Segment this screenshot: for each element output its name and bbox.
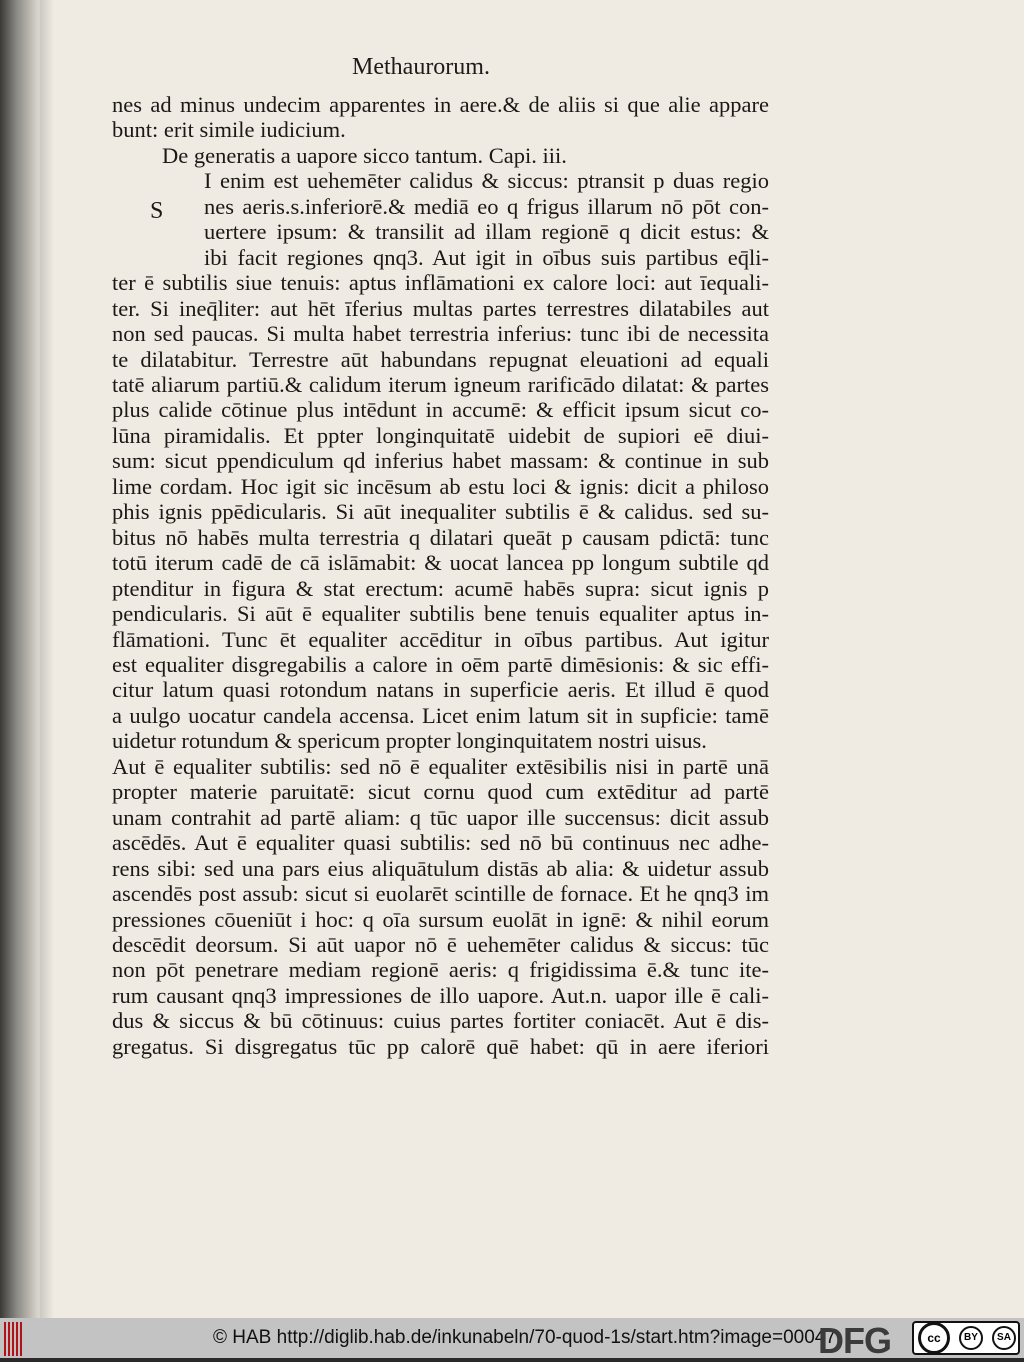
text-line: propter materie paruitatē: sicut cornu quod cum extēditur ad partē <box>112 779 769 805</box>
text-line: unam contrahit ad partē aliam: q tūc uapor ille succensus: dicit assub <box>112 804 769 830</box>
text-line: I enim est uehemēter calidus & siccus: ptransit p duas regio <box>204 168 769 194</box>
text-line: ter ē subtilis siue tenuis: aptus inflāmationi ex calore loci: aut īequali- <box>112 270 769 296</box>
text-line: dus & siccus & bū cōtinuus: cuius partes fortiter coniacēt. Aut ē dis- <box>112 1008 769 1034</box>
text-line: lūna piramidalis. Et ppter longinquitatē uidebit de supiori eē diui- <box>112 422 769 448</box>
text-line: non pōt penetrare mediam regionē aeris: q frigidissima ē.& tunc ite- <box>112 957 769 983</box>
text-line: ascendēs post assub: sicut si euolarēt scintille de fornace. Et he qnq3 im <box>112 881 769 907</box>
text-line: a uulgo uocatur candela accensa. Licet enim latum sit in supficie: tamē <box>112 702 769 728</box>
text-line: flāmationi. Tunc ēt equaliter accēditur in oībus partibus. Aut igitur <box>112 626 769 652</box>
text-line: ter. Si ineq̄liter: aut hēt īferius multas partes terrestres dilatabiles aut <box>112 295 769 321</box>
text-line: nes ad minus undecim apparentes in aere.& de aliis si que alie appare <box>112 92 769 117</box>
book-binding-edge <box>0 0 42 1318</box>
text-line: phis ignis ppēdicularis. Si aūt inequaliter subtilis ē & calidus. sed su- <box>112 499 769 525</box>
text-line: totū iterum cadē de cā islāmabit: & uocat lancea pp longum subtile qd <box>112 550 769 576</box>
text-line: pendicularis. Si aūt ē equaliter subtilis bene tenuis equaliter aptus in- <box>112 601 769 627</box>
text-line: gregatus. Si disgregatus tūc pp calorē quē habet: qū in aere iferiori <box>112 1033 769 1059</box>
dfg-logo[interactable]: DFG <box>818 1320 891 1361</box>
text-line: ibi facit regiones qnq3. Aut igit in oībus suis partibus eq̄li- <box>204 244 769 270</box>
cc-icon: cc <box>918 1322 950 1354</box>
page-gutter-shadow <box>40 0 54 1318</box>
body-text <box>112 92 769 1059</box>
text-line: descēdit deorsum. Si aūt uapor nō ē uehemēter calidus & siccus: tūc <box>112 931 769 957</box>
text-line: sum: sicut ppendiculum qd inferius habet massam: & continue in sub <box>112 448 769 474</box>
by-icon: BY <box>959 1326 983 1350</box>
cc-license-badge[interactable] <box>912 1321 1020 1355</box>
text-line: ascēdēs. Aut ē equaliter quasi subtilis: sed nō bū continuus nec adhe- <box>112 830 769 856</box>
text-line: citur latum quasi rotondum natans in superficie aeris. Et illud ē quod <box>112 677 769 703</box>
text-line: Aut ē equaliter subtilis: sed nō ē equaliter extēsibilis nisi in partē unā <box>112 753 769 779</box>
sa-icon: SA <box>992 1326 1016 1350</box>
text-line: nes aeris.s.inferiorē.& mediā eo q frigus illarum nō pōt con- <box>204 193 769 219</box>
copyright-url[interactable]: © HAB http://diglib.hab.de/inkunabeln/70-quod-1s/start.htm?image=00047 <box>213 1327 836 1348</box>
viewer-footer <box>0 1318 1024 1361</box>
text-line: non sed paucas. Si multa habet terrestria inferius: tunc ibi de necessita <box>112 321 769 347</box>
text-line: lime cordam. Hoc igit sic incēsum ab estu loci & ignis: dicit a philoso <box>112 473 769 499</box>
text-line: te dilatabitur. Terrestre aūt habundans repugnat eleuationi ad equali <box>112 346 769 372</box>
text-line: pressiones cōueniūt i hoc: q oīa sursum euolāt in ignē: & nihil eorum <box>112 906 769 932</box>
text-line: est equaliter disgregabilis a calore in oēm partē dimēsionis: & sic effi- <box>112 651 769 677</box>
text-line: uertere ipsum: & transilit ad illam regionē q dicit estus: & <box>204 219 769 245</box>
drop-cap-guide-letter: S <box>150 198 164 224</box>
text-line: plus calide cōtinue plus intēdunt in accumē: & efficit ipsum sicut co- <box>112 397 769 423</box>
text-line: bitus nō habēs multa terrestria q dilatari queāt p causam pdictā: tunc <box>112 524 769 550</box>
text-line: rum causant qnq3 impressiones de illo uapore. Aut.n. uapor ille ē cali- <box>112 982 769 1008</box>
hab-logo-icon[interactable] <box>4 1322 24 1356</box>
text-line: ptenditur in figura & stat erectum: acumē habēs supra: sicut ignis p <box>112 575 769 601</box>
text-line: tatē aliarum partiū.& calidum iterum igneum rarificādo dilatat: & partes <box>112 371 769 397</box>
text-line: bunt: erit simile iudicium. <box>112 117 346 143</box>
text-line: uidetur rotundum & spericum propter longinquitatem nostri uisus. <box>112 728 707 754</box>
running-head: Methaurorum. <box>352 54 490 80</box>
chapter-heading: De generatis a uapore sicco tantum. Capi. iii. <box>162 142 567 168</box>
text-line: rens sibi: sed una pars eius aliquātulum distās ab alia: & uidetur assub <box>112 855 769 881</box>
